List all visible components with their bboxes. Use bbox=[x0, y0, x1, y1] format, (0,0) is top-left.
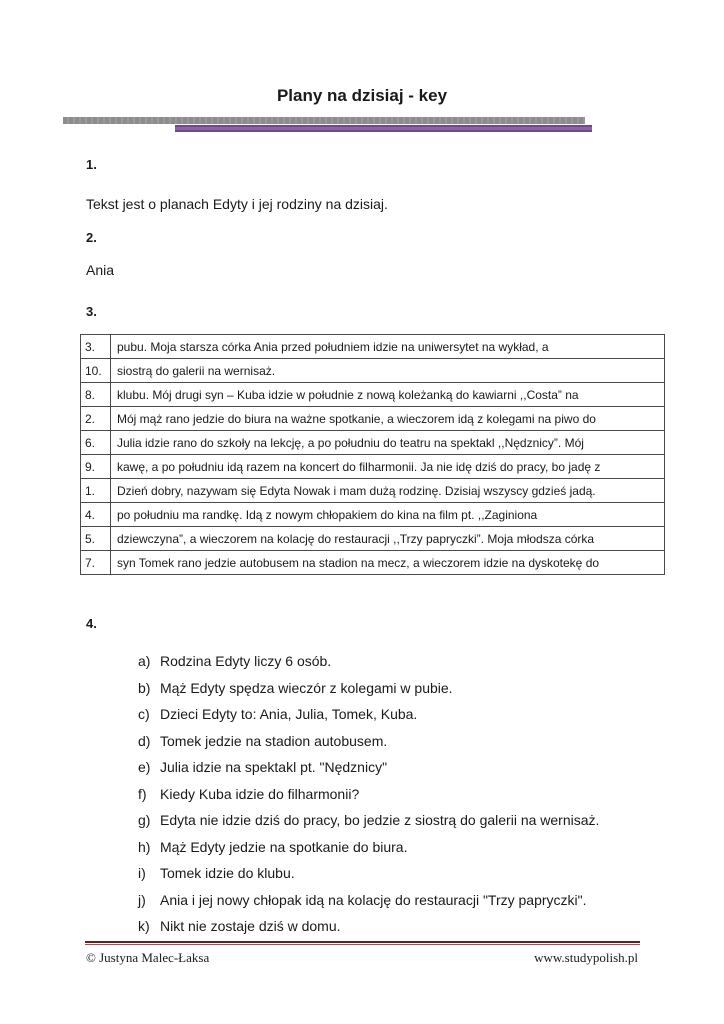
row-number: 9. bbox=[81, 455, 111, 479]
item-letter: k) bbox=[138, 918, 150, 934]
table-row bbox=[81, 551, 665, 575]
page-title: Plany na dzisiaj - key bbox=[276, 86, 448, 105]
section-3-number: 3. bbox=[86, 304, 97, 319]
list-item bbox=[138, 834, 599, 861]
list-item bbox=[138, 648, 599, 675]
item-letter: e) bbox=[138, 759, 151, 775]
section-4-number: 4. bbox=[86, 616, 97, 631]
item-letter: d) bbox=[138, 732, 151, 749]
ordering-table bbox=[80, 334, 665, 575]
item-letter: i) bbox=[138, 865, 146, 881]
list-item bbox=[138, 913, 599, 940]
item-text: Kiedy Kuba idzie do filharmonii? bbox=[160, 785, 360, 802]
row-number: 4. bbox=[81, 503, 111, 527]
table-row bbox=[81, 335, 665, 359]
section-2-number: 2. bbox=[86, 230, 97, 245]
header-divider-purple bbox=[175, 125, 592, 132]
table-row bbox=[81, 479, 665, 503]
row-number: 5. bbox=[81, 527, 111, 551]
row-text: pubu. Moja starsza córka Ania przed południem idzie na uniwersytet na wykład, a bbox=[111, 335, 665, 359]
item-letter: b) bbox=[138, 679, 151, 696]
item-text: Dzieci Edyty to: Ania, Julia, Tomek, Kuba. bbox=[160, 706, 418, 722]
item-text: Mąż Edyty jedzie na spotkanie do biura. bbox=[160, 838, 408, 855]
item-text: Julia idzie na spektakl pt. "Nędznicy" bbox=[160, 759, 388, 775]
item-text: Ania i jej nowy chłopak idą na kolację do restauracji "Trzy papryczki". bbox=[160, 891, 587, 908]
row-text: po południu ma randkę. Idą z nowym chłopakiem do kina na film pt. ,,Zaginiona bbox=[111, 503, 665, 527]
item-letter: c) bbox=[138, 706, 150, 722]
footer-divider-thin bbox=[85, 944, 640, 945]
footer-author: © Justyna Malec-Łaksa bbox=[86, 950, 210, 965]
list-item bbox=[138, 807, 599, 834]
list-item bbox=[138, 728, 599, 755]
row-number: 6. bbox=[81, 431, 111, 455]
row-number: 1. bbox=[81, 479, 111, 503]
section-2-answer: Ania bbox=[86, 262, 115, 278]
row-number: 3. bbox=[81, 335, 111, 359]
row-number: 10. bbox=[81, 359, 111, 383]
row-text: Dzień dobry, nazywam się Edyta Nowak i mam dużą rodzinę. Dzisiaj wszyscy gdzieś jadą. bbox=[111, 479, 665, 503]
list-item bbox=[138, 754, 599, 781]
row-text: klubu. Mój drugi syn – Kuba idzie w południe z nową koleżanką do kawiarni ,,Costa” na bbox=[111, 383, 665, 407]
row-number: 7. bbox=[81, 551, 111, 575]
item-letter: j) bbox=[138, 891, 146, 908]
row-text: kawę, a po południu idą razem na koncert do filharmonii. Ja nie idę dziś do pracy, bo jadę z bbox=[111, 455, 665, 479]
table-row bbox=[81, 503, 665, 527]
item-text: Tomek jedzie na stadion autobusem. bbox=[160, 732, 388, 749]
section-1-number: 1. bbox=[86, 157, 97, 172]
item-text: Tomek idzie do klubu. bbox=[160, 865, 295, 881]
header-divider-gray bbox=[63, 117, 585, 124]
row-number: 8. bbox=[81, 383, 111, 407]
item-letter: a) bbox=[138, 653, 151, 669]
section-1-answer: Tekst jest o planach Edyty i jej rodziny na dzisiaj. bbox=[86, 196, 388, 212]
list-item bbox=[138, 781, 599, 808]
table-row bbox=[81, 359, 665, 383]
row-text: siostrą do galerii na wernisaż. bbox=[111, 359, 665, 383]
row-text: Julia idzie rano do szkoły na lekcję, a po południu do teatru na spektakl ,,Nędznicy”. Mój bbox=[111, 431, 665, 455]
item-text: Edyta nie idzie dziś do pracy, bo jedzie z siostrą do galerii na wernisaż. bbox=[160, 812, 600, 828]
list-item bbox=[138, 675, 599, 702]
row-text: dziewczyna”, a wieczorem na kolację do restauracji ,,Trzy papryczki”. Moja młodsza córka bbox=[111, 527, 665, 551]
item-text: Nikt nie zostaje dziś w domu. bbox=[160, 918, 341, 934]
answers-list bbox=[138, 648, 599, 940]
list-item bbox=[138, 887, 599, 914]
list-item bbox=[138, 860, 599, 887]
table-row bbox=[81, 407, 665, 431]
item-letter: h) bbox=[138, 838, 151, 855]
item-text: Mąż Edyty spędza wieczór z kolegami w pubie. bbox=[160, 679, 453, 696]
list-item bbox=[138, 701, 599, 728]
item-text: Rodzina Edyty liczy 6 osób. bbox=[160, 653, 332, 669]
item-letter: f) bbox=[138, 785, 147, 802]
footer-divider bbox=[85, 941, 640, 943]
item-letter: g) bbox=[138, 812, 151, 828]
row-text: Mój mąż rano jedzie do biura na ważne spotkanie, a wieczorem idą z kolegami na piwo do bbox=[111, 407, 665, 431]
table-row bbox=[81, 383, 665, 407]
row-number: 2. bbox=[81, 407, 111, 431]
table-row bbox=[81, 527, 665, 551]
footer-site-link[interactable]: www.studypolish.pl bbox=[534, 950, 638, 965]
table-row bbox=[81, 455, 665, 479]
row-text: syn Tomek rano jedzie autobusem na stadion na mecz, a wieczorem idzie na dyskotekę do bbox=[111, 551, 665, 575]
table-row bbox=[81, 431, 665, 455]
